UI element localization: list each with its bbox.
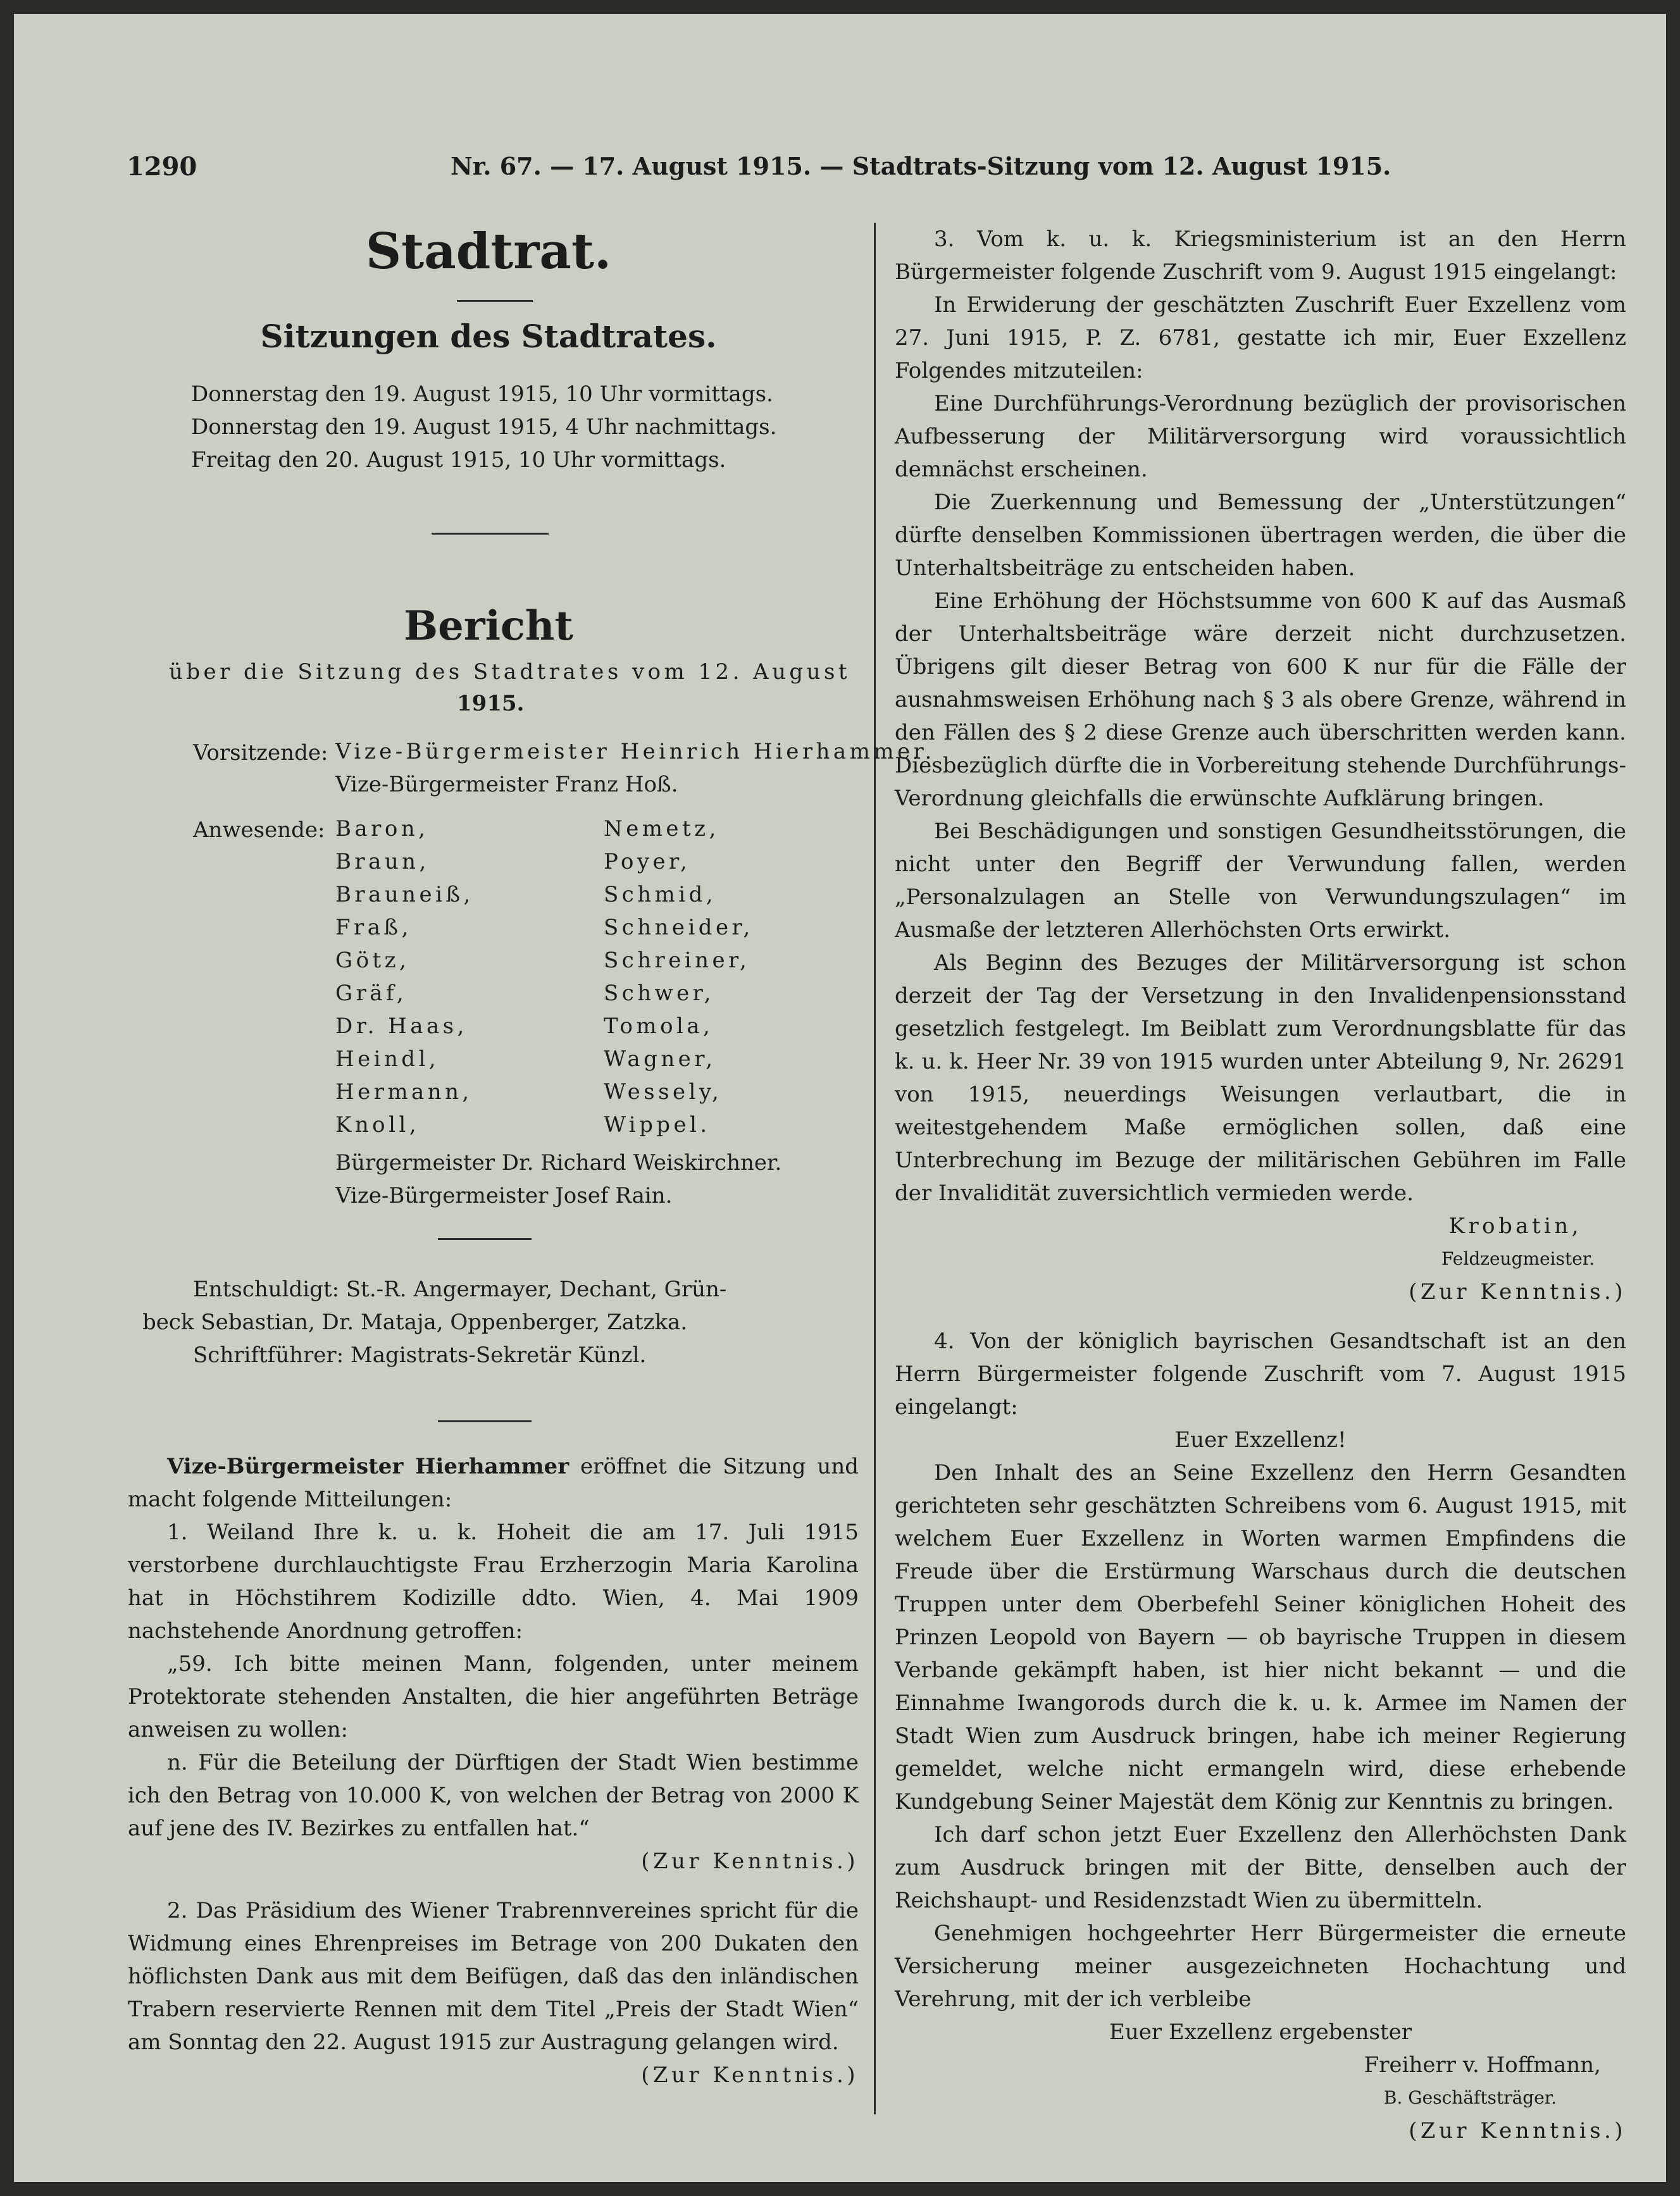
- newspaper-page: [14, 14, 1666, 2182]
- present-member: Schwer,: [604, 981, 714, 1006]
- left-body: [128, 1450, 859, 2092]
- item-4-closing: Euer Exzellenz ergebenster: [1109, 2019, 1412, 2045]
- issue-header: Nr. 67. — 17. August 1915. — Stadtrats-Sitzung vom 12. August 1915.: [451, 152, 1391, 180]
- present-member: Nemetz,: [604, 816, 719, 841]
- divider: [438, 1420, 532, 1422]
- present-member: Fraß,: [335, 915, 412, 940]
- present-member: Wagner,: [604, 1046, 716, 1072]
- item-4-paragraph: Den Inhalt des an Seine Exzellenz den Herrn Gesandten gerichteten sehr geschätzten Schreibens vom 6. August 1915, mit welchem Euer Exzellenz in Worten warmen Empfindens die Freude über die Erstürmung Warschaus durch die deutschen Truppen unter dem Oberbefehl Seiner königlichen Hoheit des Prinzen Leopold von Bayern — ob bayrische Truppen in diesem Verbande gekämpft haben, ist hier nicht bekannt — und die Einnahme Iwangorods durch die k. u. k. Armee im Namen der Stadt Wien zum Ausdruck bringen, habe ich meiner Regierung gemeldet, welche nicht ermangeln wird, diese erhebende Kundgebung Seiner Majestät dem König zur Kenntnis zu bringen.: [895, 1460, 1626, 1814]
- opening-text: eröffnet die Sitzung und macht folgende Mitteilungen:: [128, 1454, 859, 1512]
- item-3-paragraph: In Erwiderung der geschätzten Zuschrift Euer Exzellenz vom 27. Juni 1915, P. Z. 6781, gestatte ich mir, Euer Exzellenz Folgendes mitzuteilen:: [895, 292, 1626, 383]
- session-entry: Donnerstag den 19. August 1915, 4 Uhr nachmittags.: [191, 414, 777, 440]
- item-1: 1. Weiland Ihre k. u. k. Hoheit die am 17. Juli 1915 verstorbene durchlauchtigste Frau Erzherzogin Maria Karolina hat in Höchstihrem Kodizille ddto. Wien, 4. Mai 1909 nachstehende Anordnung getroffen:: [128, 1520, 859, 1644]
- item-3-paragraph: Eine Erhöhung der Höchstsumme von 600 K auf das Ausmaß der Unterhaltsbeiträge wäre derzeit nicht durchzusetzen. Übrigens gilt dieser Betrag von 600 K nur für die Fälle der ausnahmsweisen Erhöhung nach § 3 als obere Grenze, während in den Fällen des § 2 diese Grenze auch überschritten werden kann. Diesbezüglich dürfte die in Vorbereitung stehende Durchführungs-Verordnung gleichfalls die erwünschte Aufklärung bringen.: [895, 588, 1626, 811]
- present-member: Hermann,: [335, 1079, 473, 1105]
- present-member: Dr. Haas,: [335, 1014, 468, 1039]
- present-member: Schneider,: [604, 915, 754, 940]
- item-3-signature: Krobatin,: [1448, 1213, 1582, 1239]
- present-label: Anwesende:: [193, 817, 325, 843]
- excused-line: beck Sebastian, Dr. Mataja, Oppenberger, Zatzka.: [142, 1310, 688, 1335]
- note-1: (Zur Kenntnis.): [641, 1849, 859, 1874]
- present-member: Bürgermeister Dr. Richard Weiskirchner.: [335, 1150, 782, 1176]
- present-extra: [335, 1146, 781, 1212]
- present-member: Schmid,: [604, 882, 716, 907]
- present-member: Tomola,: [604, 1014, 714, 1039]
- chair-name: Vize-Bürgermeister Hierhammer: [167, 1454, 569, 1479]
- note-2: (Zur Kenntnis.): [641, 2063, 859, 2088]
- present-member: Gräf,: [335, 981, 408, 1006]
- present-member: Poyer,: [604, 849, 691, 874]
- main-title: Stadtrat.: [365, 223, 612, 280]
- item-3-paragraph: Die Zuerkennung und Bemessung der „Unterstützungen“ dürfte denselben Kommissionen übertragen werden, die über die Unterhaltsbeiträge zu entscheiden haben.: [895, 490, 1626, 581]
- divider: [432, 533, 549, 535]
- item-3-intro: 3. Vom k. u. k. Kriegsministerium ist an den Herrn Bürgermeister folgende Zuschrift vom 9. August 1915 eingelangt:: [895, 226, 1626, 285]
- right-body: [895, 223, 1626, 2147]
- divider: [438, 1238, 532, 1240]
- chair-list: [335, 735, 935, 801]
- session-entry: Donnerstag den 19. August 1915, 10 Uhr vormittags.: [191, 382, 773, 407]
- item-3-paragraph: Als Beginn des Bezuges der Militärversorgung ist schon derzeit der Tag der Versetzung in den Invalidenpensionsstand gesetzlich festgelegt. Im Beiblatt zum Verordnungsblatte für das k. u. k. Heer Nr. 39 von 1915 wurden unter Abteilung 9, Nr. 26291 von 1915, neuerdings Weisungen verlautbart, die in weitestgehendem Maße ermöglichen sollen, daß eine Unterbrechung im Bezuge der militärischen Gebühren im Falle der Invalidität zuversichtlich vermieden werde.: [895, 950, 1626, 1206]
- column-divider: [874, 223, 876, 2114]
- chair-member: Vize-Bürgermeister Franz Hoß.: [335, 772, 678, 797]
- present-member: Brauneiß,: [335, 882, 474, 907]
- item-4-paragraph: Ich darf schon jetzt Euer Exzellenz den Allerhöchsten Dank zum Ausdruck bringen mit der Bitte, denselben auch der Reichshaupt- und Residenzstadt Wien zu übermitteln.: [895, 1822, 1626, 1913]
- sessions-list: [191, 378, 862, 476]
- present-list-2: [604, 812, 857, 1141]
- present-member: Wippel.: [604, 1112, 711, 1138]
- present-member: Braun,: [335, 849, 430, 874]
- secretary-line: Schriftführer: Magistrats-Sekretär Künzl.: [193, 1343, 647, 1368]
- item-1-n: n. Für die Beteilung der Dürftigen der Stadt Wien bestimme ich den Betrag von 10.000 K, von welchen der Betrag von 2000 K auf jene des IV. Bezirkes zu entfallen hat.“: [128, 1750, 859, 1841]
- excused-line: Entschuldigt: St.-R. Angermayer, Dechant, Grün-: [193, 1277, 727, 1302]
- chair-label: Vorsitzende:: [193, 740, 328, 766]
- present-member: Wessely,: [604, 1079, 723, 1105]
- item-1-quote: „59. Ich bitte meinen Mann, folgenden, unter meinem Protektorate stehenden Anstalten, die hier angeführten Beträge anweisen zu wollen:: [128, 1651, 859, 1742]
- present-member: Schreiner,: [604, 948, 750, 973]
- sessions-title: Sitzungen des Stadtrates.: [260, 318, 717, 355]
- present-member: Vize-Bürgermeister Josef Rain.: [335, 1183, 673, 1208]
- item-3-paragraph: Eine Durchführungs-Verordnung bezüglich der provisorischen Aufbesserung der Militärversorgung wird voraussichtlich demnächst erscheinen.: [895, 391, 1626, 482]
- chair-member: Vize-Bürgermeister Heinrich Hierhammer.: [335, 739, 935, 764]
- report-subtitle: über die Sitzung des Stadtrates vom 12. August: [169, 659, 850, 685]
- item-4-signature: Freiherr v. Hoffmann,: [1364, 2052, 1601, 2078]
- present-member: Götz,: [335, 948, 410, 973]
- report-title: Bericht: [404, 602, 573, 650]
- report-year: 1915.: [457, 691, 525, 716]
- item-3-signature-title: Feldzeugmeister.: [1441, 1248, 1595, 1269]
- item-3-paragraph: Bei Beschädigungen und sonstigen Gesundheitsstörungen, die nicht unter den Begriff der Verwundung fallen, werden „Personalzulagen an Stelle von Verwundungszulagen“ im Ausmaße der letzteren Allerhöchsten Orts erwirkt.: [895, 819, 1626, 943]
- item-2: 2. Das Präsidium des Wiener Trabrennvereines spricht für die Widmung eines Ehrenpreises im Betrage von 200 Dukaten den höflichsten Dank aus mit dem Beifügen, daß das den inländischen Trabern reservierte Rennen mit dem Titel „Preis der Stadt Wien“ am Sonntag den 22. August 1915 zur Austragung gelangen wird.: [128, 1898, 859, 2055]
- item-4-paragraph: Genehmigen hochgeehrter Herr Bürgermeister die erneute Versicherung meiner ausgezeichneten Hochachtung und Verehrung, mit der ich verbleibe: [895, 1921, 1626, 2012]
- present-list-1: [335, 812, 588, 1141]
- present-member: Baron,: [335, 816, 429, 841]
- note-3: (Zur Kenntnis.): [1409, 1279, 1626, 1305]
- item-4-signature-title: B. Geschäftsträger.: [1383, 2087, 1557, 2108]
- session-entry: Freitag den 20. August 1915, 10 Uhr vormittags.: [191, 447, 726, 473]
- attendance-notes: [142, 1273, 857, 1372]
- item-4-intro: 4. Von der königlich bayrischen Gesandtschaft ist an den Herrn Bürgermeister folgende Zuschrift vom 7. August 1915 eingelangt:: [895, 1329, 1626, 1420]
- opening-paragraph: [128, 1450, 859, 1516]
- present-member: Heindl,: [335, 1046, 440, 1072]
- item-4-salutation: Euer Exzellenz!: [1174, 1427, 1347, 1453]
- present-member: Knoll,: [335, 1112, 420, 1138]
- divider: [457, 300, 533, 302]
- page-number: 1290: [127, 152, 197, 182]
- note-4: (Zur Kenntnis.): [1409, 2118, 1626, 2143]
